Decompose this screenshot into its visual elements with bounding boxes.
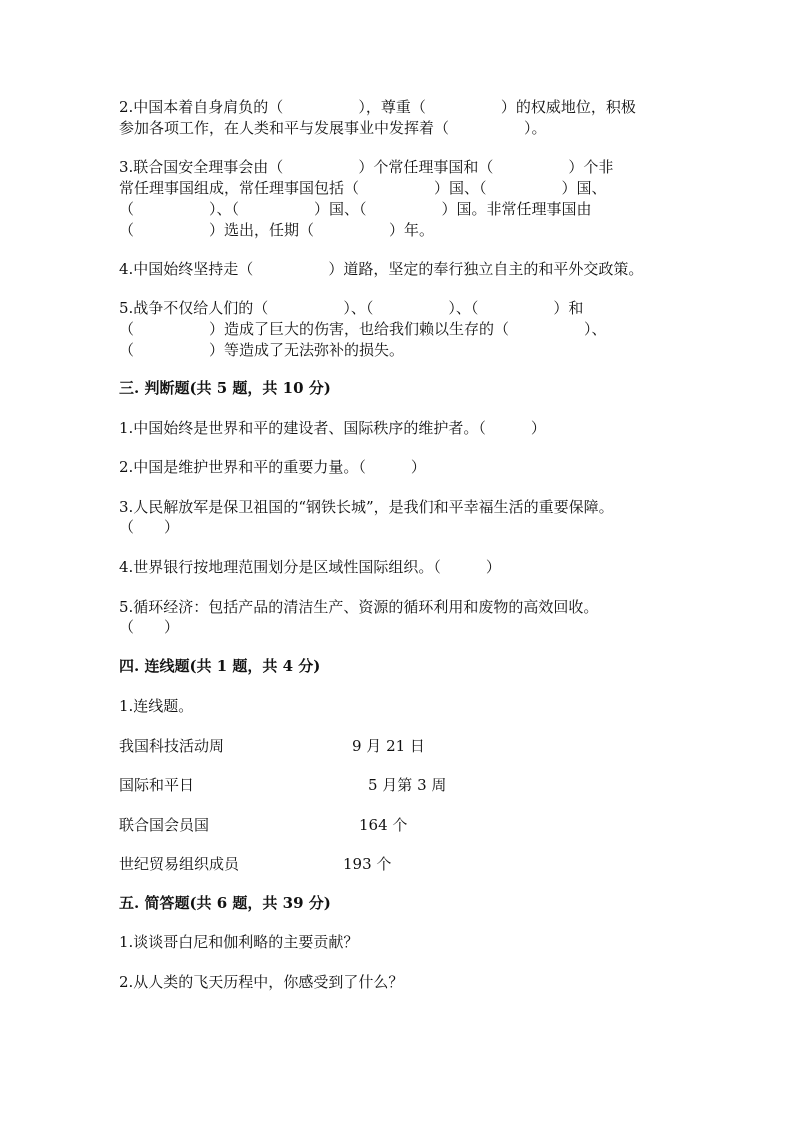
judgment-q1: 1.中国始终是世界和平的建设者、国际秩序的维护者。（ ） [119, 419, 546, 437]
fill-q5-line-1: 5.战争不仅给人们的（ ）、（ ）、（ ）和 [119, 299, 584, 317]
matching-left-item: 我国科技活动周 [119, 737, 225, 755]
matching-heading: 四. 连线题(共 1 题，共 4 分) [119, 657, 321, 675]
matching-right-item: 9 月 21 日 [352, 737, 425, 755]
matching-right-item: 164 个 [359, 816, 408, 834]
fill-q3-line-2: 常任理事国组成，常任理事国包括（ ）国、（ ）国、 [119, 179, 607, 197]
judgment-q3-line-1: 3.人民解放军是保卫祖国的“钢铁长城”，是我们和平幸福生活的重要保障。 [119, 498, 614, 516]
matching-q1: 1.连线题。 [119, 697, 194, 715]
short-answer-heading: 五. 简答题(共 6 题，共 39 分) [119, 894, 331, 912]
fill-q3-line-1: 3.联合国安全理事会由（ ）个常任理事国和（ ）个非 [119, 158, 614, 176]
fill-q3-line-3: （ ）、（ ）国、（ ）国。非常任理事国由 [119, 200, 592, 218]
matching-left-item: 联合国会员国 [119, 816, 210, 834]
fill-q3-line-4: （ ）选出，任期（ ）年。 [119, 221, 435, 239]
matching-left-item: 世纪贸易组织成员 [119, 855, 240, 873]
judgment-q4: 4.世界银行按地理范围划分是区域性国际组织。（ ） [119, 558, 501, 576]
judgment-q3-line-2: （ ） [119, 518, 180, 536]
matching-right-item: 193 个 [343, 855, 392, 873]
short-answer-q2: 2.从人类的飞天历程中，你感受到了什么？ [119, 973, 404, 991]
fill-q5-line-3: （ ）等造成了无法弥补的损失。 [119, 341, 405, 359]
fill-q5-line-2: （ ）造成了巨大的伤害，也给我们赖以生存的（ ）、 [119, 320, 607, 338]
judgment-heading: 三. 判断题(共 5 题，共 10 分) [119, 379, 331, 397]
short-answer-q1: 1.谈谈哥白尼和伽利略的主要贡献？ [119, 933, 359, 951]
fill-q4-line-1: 4.中国始终坚持走（ ）道路，坚定的奉行独立自主的和平外交政策。 [119, 260, 644, 278]
judgment-q2: 2.中国是维护世界和平的重要力量。（ ） [119, 458, 426, 476]
matching-left-item: 国际和平日 [119, 776, 195, 794]
judgment-q5-line-2: （ ） [119, 618, 180, 636]
matching-right-item: 5 月第 3 周 [368, 776, 447, 794]
fill-q2-line-1: 2.中国本着自身肩负的（ ），尊重（ ）的权威地位，积极 [119, 98, 636, 116]
fill-q2-line-2: 参加各项工作，在人类和平与发展事业中发挥着（ ）。 [119, 119, 547, 137]
judgment-q5-line-1: 5.循环经济：包括产品的清洁生产、资源的循环利用和废物的高效回收。 [119, 598, 599, 616]
